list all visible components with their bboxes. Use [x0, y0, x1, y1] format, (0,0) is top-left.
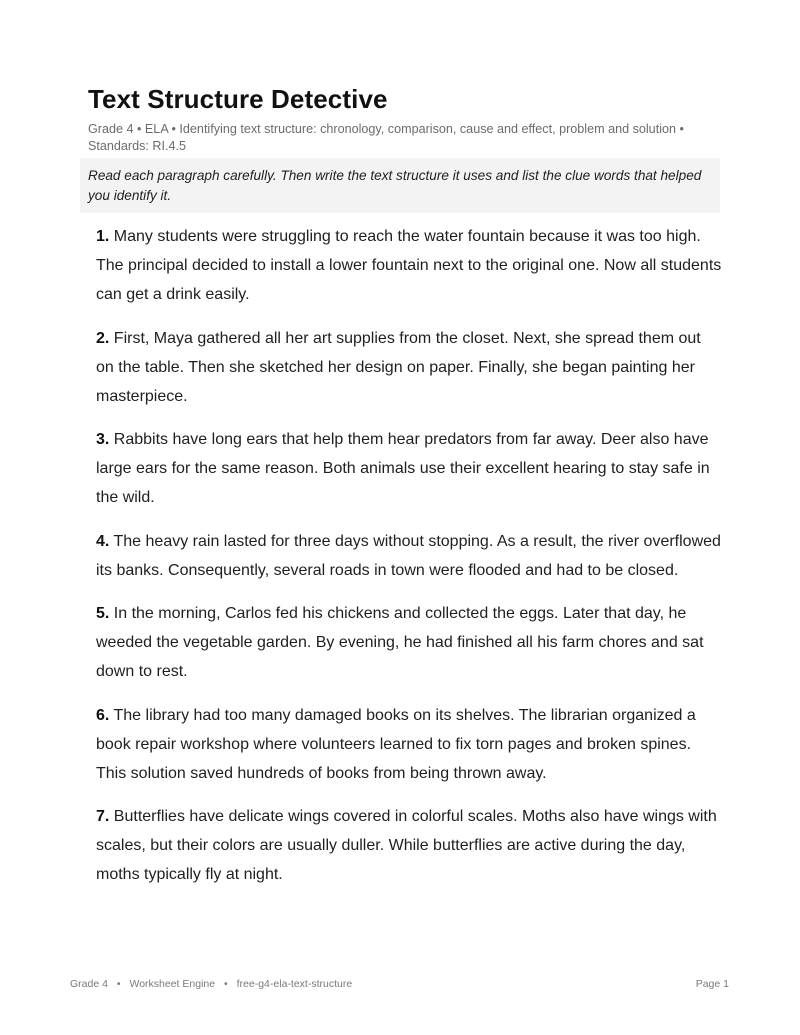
question-item — [96, 324, 722, 411]
question-number: 3. — [96, 431, 110, 448]
question-text: Rabbits have long ears that help them hear predators from far away. Deer also have large ears for the same reason. Both animals use their excellent hearing to stay safe in the wild. — [96, 431, 710, 506]
footer-separator: • — [224, 978, 228, 990]
question-item — [96, 222, 722, 309]
page-number: Page 1 — [695, 978, 729, 990]
question-text: The heavy rain lasted for three days without stopping. As a result, the river overflowed its banks. Consequently, several roads in town were flooded and had to be closed. — [96, 532, 721, 579]
question-item — [96, 701, 722, 788]
question-number: 2. — [96, 329, 110, 347]
question-item — [96, 425, 722, 512]
instructions-box: Read each paragraph carefully. Then write the text structure it uses and list the clue words that helped you identify it. — [80, 158, 720, 213]
question-text: Butterflies have delicate wings covered in colorful scales. Moths also have wings with scales, but their colors are usually duller. While butterflies are active during the day, moths typically fly at night. — [96, 808, 717, 883]
footer-separator: • — [116, 978, 121, 990]
question-text: First, Maya gathered all her art supplies from the closet. Next, she spread them out on the table. Then she sketched her design on paper. Finally, she began painting her masterpiece. — [96, 329, 701, 405]
question-item — [96, 527, 722, 585]
question-number: 1. — [96, 228, 110, 245]
page-title: Text Structure Detective — [88, 84, 388, 114]
footer-grade: Grade 4 — [70, 978, 108, 990]
question-item — [96, 599, 722, 686]
worksheet-subtitle: Grade 4 • ELA • Identifying text structure: chronology, comparison, cause and effect, problem and solution • Standards: RI.4.5 — [88, 122, 684, 153]
question-number: 7. — [96, 808, 110, 825]
question-number: 6. — [96, 706, 110, 724]
footer-info — [70, 978, 352, 990]
question-number: 4. — [96, 532, 110, 550]
question-list — [96, 222, 722, 904]
question-text: Many students were struggling to reach the water fountain because it was too high. The principal decided to install a lower fountain next to the original one. Now all students can get a drink easily. — [96, 228, 722, 303]
question-text: In the morning, Carlos fed his chickens and collected the eggs. Later that day, he weeded the vegetable garden. By evening, he had finished all his farm chores and sat down to rest. — [96, 605, 704, 680]
question-number: 5. — [96, 605, 110, 622]
question-item — [96, 802, 722, 889]
footer-slug: free-g4-ela-text-structure — [236, 978, 353, 990]
question-text: The library had too many damaged books on its shelves. The librarian organized a book repair workshop where volunteers learned to fix torn pages and broken spines. This solution saved hundreds of books from being thrown away. — [96, 706, 696, 782]
footer-engine: Worksheet Engine — [129, 978, 216, 990]
